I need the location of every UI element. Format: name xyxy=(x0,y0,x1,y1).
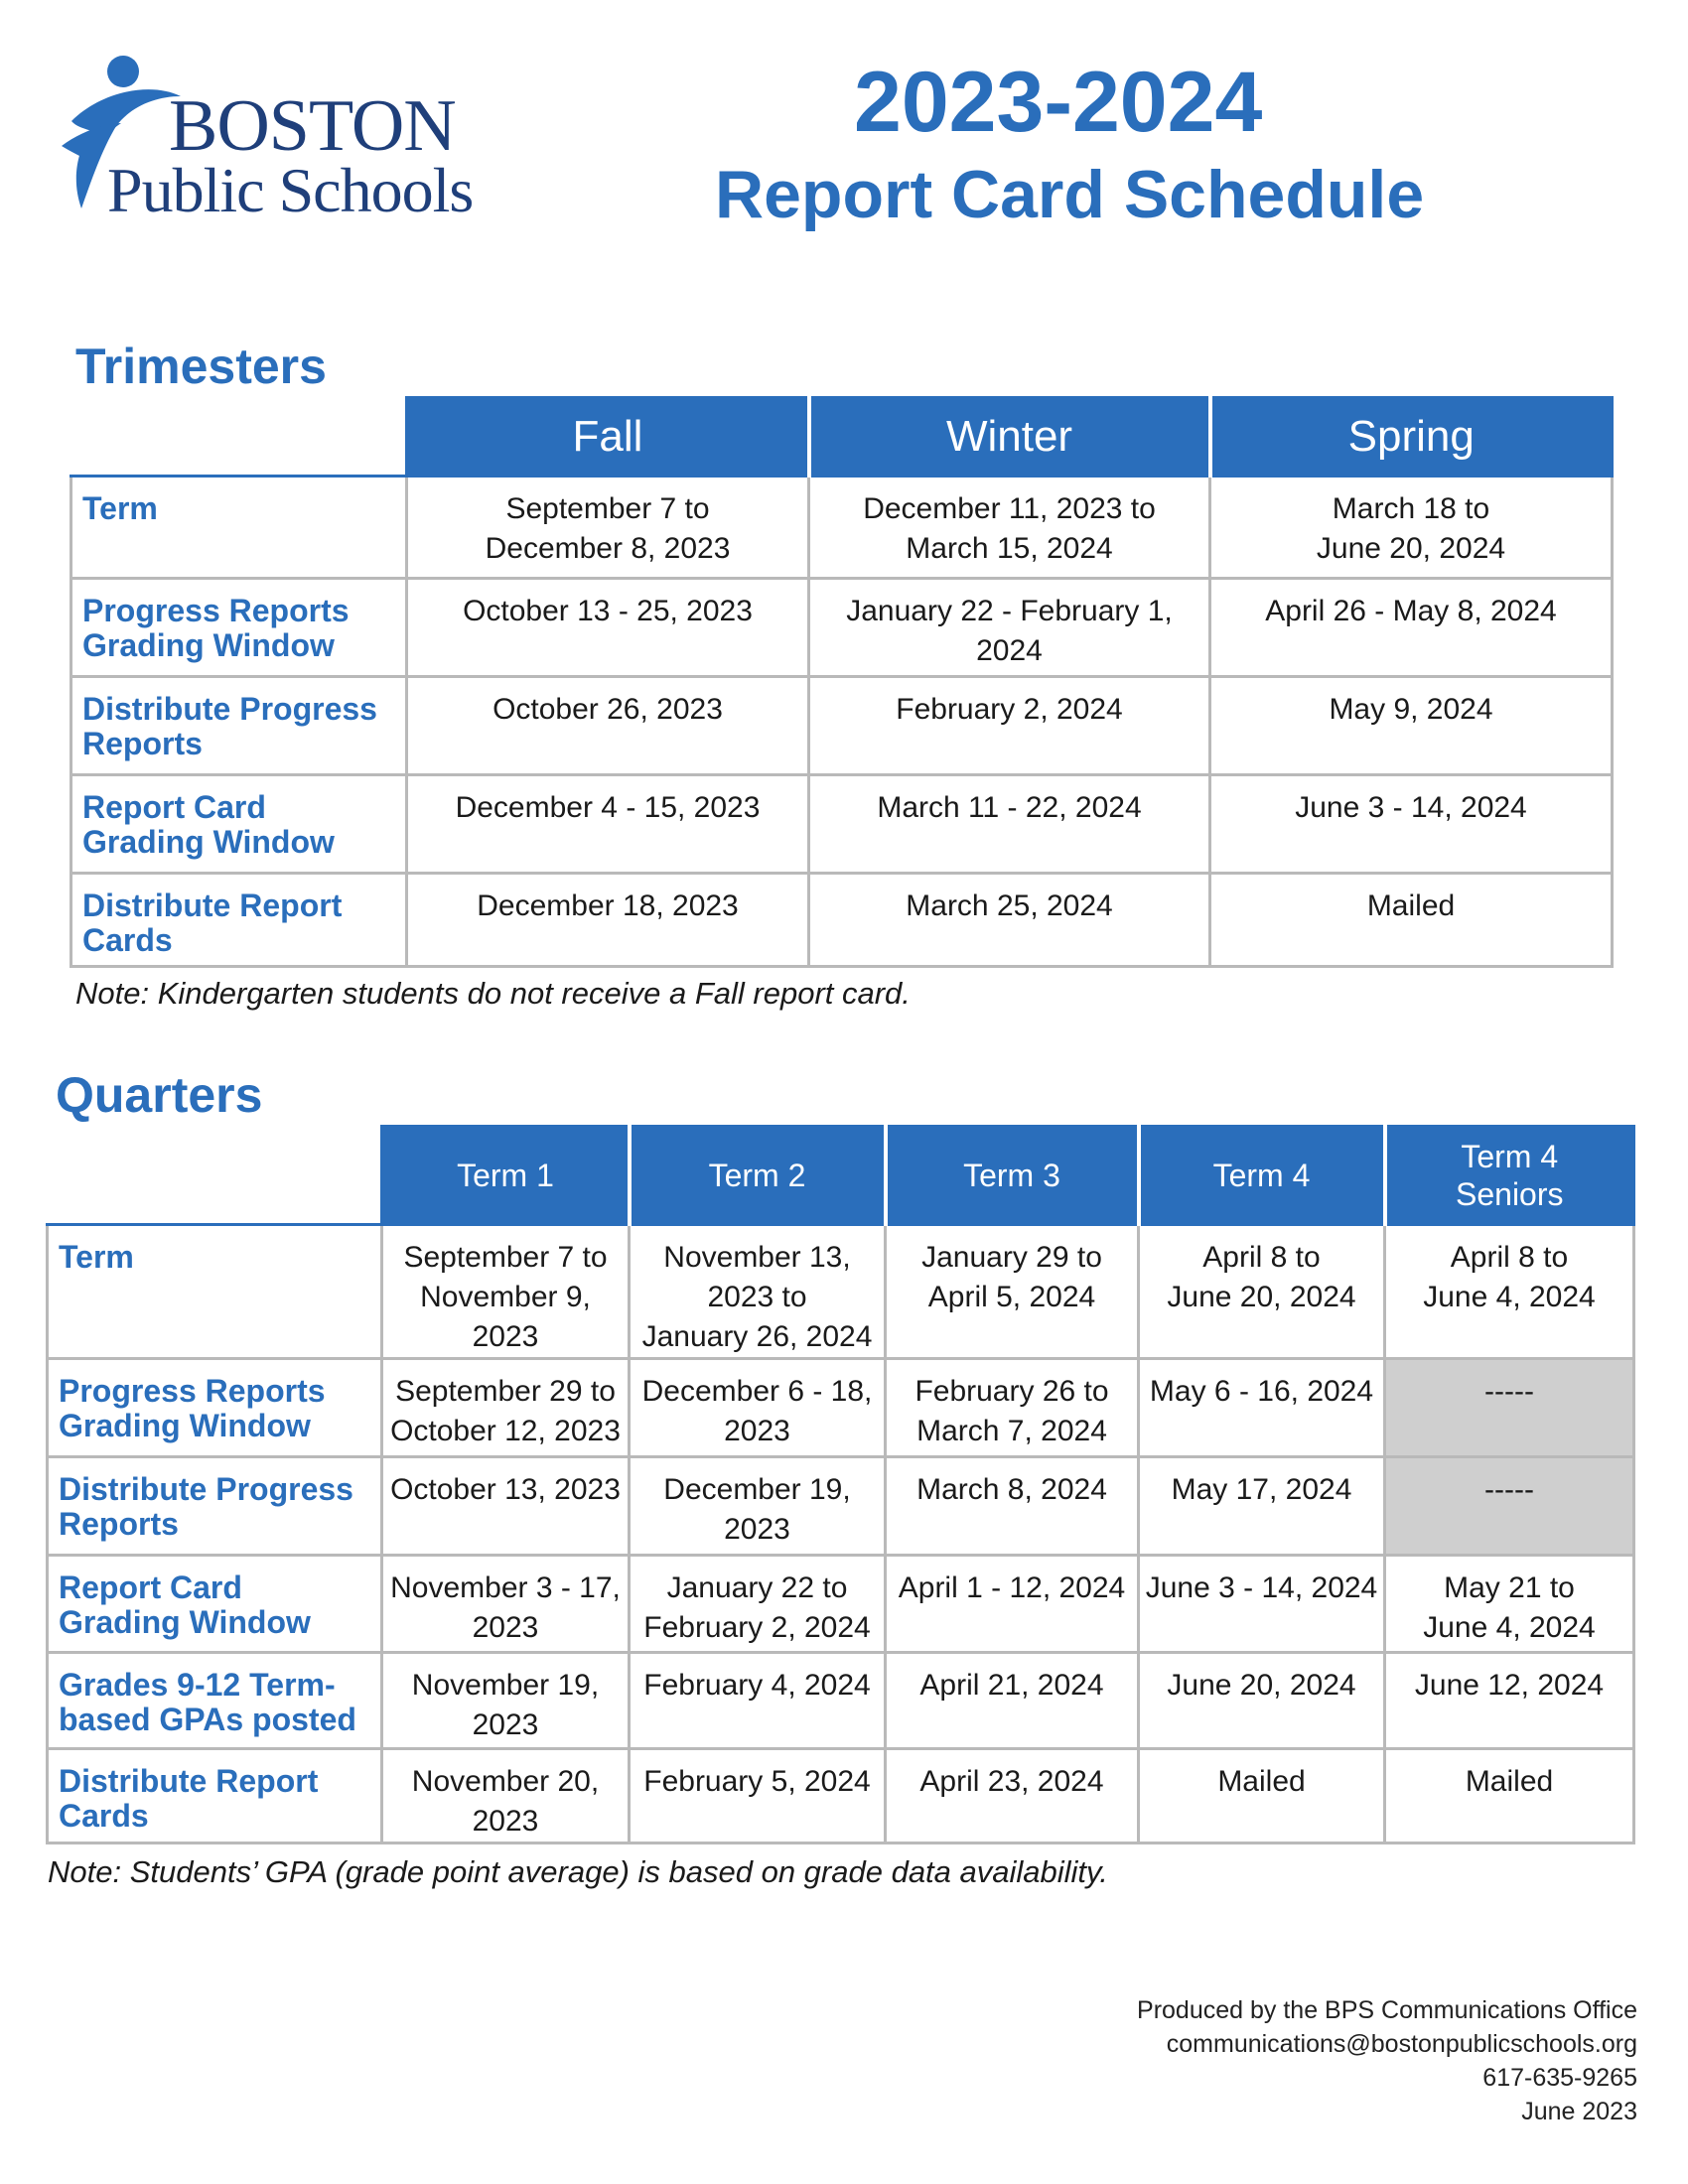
row-label: Distribute Report Cards xyxy=(48,1749,382,1843)
table-cell: October 13, 2023 xyxy=(382,1457,630,1556)
table-cell: April 21, 2024 xyxy=(886,1653,1139,1749)
logo-line-2: Public Schools xyxy=(107,155,474,225)
table-cell: April 23, 2024 xyxy=(886,1749,1139,1843)
table-cell: March 25, 2024 xyxy=(809,874,1210,967)
table-row xyxy=(48,1749,1634,1843)
table-cell: February 2, 2024 xyxy=(809,677,1210,775)
table-row xyxy=(71,775,1613,874)
table-cell: March 8, 2024 xyxy=(886,1457,1139,1556)
header-blank-cell xyxy=(48,1127,382,1225)
trimesters-heading: Trimesters xyxy=(75,339,327,394)
table-cell: September 7 to December 8, 2023 xyxy=(407,477,809,579)
table-cell: June 3 - 14, 2024 xyxy=(1139,1556,1385,1653)
footer-office: Produced by the BPS Communications Office xyxy=(1137,1996,1637,2024)
table-cell: June 3 - 14, 2024 xyxy=(1210,775,1613,874)
quarters-note: Note: Students’ GPA (grade point average) is based on grade data availability. xyxy=(48,1854,1108,1889)
table-row xyxy=(48,1457,1634,1556)
column-header-term-1: Term 1 xyxy=(382,1127,630,1225)
row-label: Term xyxy=(71,477,407,579)
table-cell: May 17, 2024 xyxy=(1139,1457,1385,1556)
table-cell: December 4 - 15, 2023 xyxy=(407,775,809,874)
table-row xyxy=(48,1225,1634,1359)
table-row xyxy=(48,1359,1634,1457)
table-row xyxy=(48,1653,1634,1749)
table-cell: December 18, 2023 xyxy=(407,874,809,967)
table-cell: March 18 to June 20, 2024 xyxy=(1210,477,1613,579)
table-row xyxy=(71,477,1613,579)
table-cell: February 5, 2024 xyxy=(630,1749,886,1843)
table-cell: January 22 to February 2, 2024 xyxy=(630,1556,886,1653)
table-row xyxy=(48,1556,1634,1653)
table-cell: May 21 to June 4, 2024 xyxy=(1385,1556,1634,1653)
table-cell: April 8 to June 4, 2024 xyxy=(1385,1225,1634,1359)
table-cell: November 20, 2023 xyxy=(382,1749,630,1843)
row-label: Distribute Report Cards xyxy=(71,874,407,967)
table-cell: January 29 to April 5, 2024 xyxy=(886,1225,1139,1359)
table-cell: March 11 - 22, 2024 xyxy=(809,775,1210,874)
table-cell: April 26 - May 8, 2024 xyxy=(1210,579,1613,677)
table-cell-empty: ----- xyxy=(1385,1359,1634,1457)
column-header-fall: Fall xyxy=(407,398,809,477)
row-label: Term xyxy=(48,1225,382,1359)
trimesters-note: Note: Kindergarten students do not receive a Fall report card. xyxy=(75,976,911,1011)
table-cell: February 4, 2024 xyxy=(630,1653,886,1749)
table-cell: September 29 to October 12, 2023 xyxy=(382,1359,630,1457)
table-cell: October 26, 2023 xyxy=(407,677,809,775)
table-cell: Mailed xyxy=(1139,1749,1385,1843)
table-cell: June 12, 2024 xyxy=(1385,1653,1634,1749)
table-cell: May 9, 2024 xyxy=(1210,677,1613,775)
row-label: Progress Reports Grading Window xyxy=(71,579,407,677)
table-cell: December 19, 2023 xyxy=(630,1457,886,1556)
row-label: Distribute Progress Reports xyxy=(48,1457,382,1556)
table-header-row xyxy=(48,1127,1634,1225)
footer-email[interactable]: communications@bostonpublicschools.org xyxy=(1166,2030,1637,2058)
table-row xyxy=(71,579,1613,677)
column-header-term-3: Term 3 xyxy=(886,1127,1139,1225)
table-header-row xyxy=(71,398,1613,477)
bps-logo xyxy=(62,52,479,225)
table-cell: June 20, 2024 xyxy=(1139,1653,1385,1749)
table-cell: Mailed xyxy=(1385,1749,1634,1843)
column-header-term-4-seniors: Term 4 Seniors xyxy=(1385,1127,1634,1225)
table-row xyxy=(71,677,1613,775)
row-label: Report Card Grading Window xyxy=(71,775,407,874)
table-cell: October 13 - 25, 2023 xyxy=(407,579,809,677)
footer-contact xyxy=(1137,1993,1637,2128)
quarters-table xyxy=(46,1125,1635,1844)
table-cell: September 7 to November 9, 2023 xyxy=(382,1225,630,1359)
page-title: Report Card Schedule xyxy=(715,157,1425,232)
table-cell: April 8 to June 20, 2024 xyxy=(1139,1225,1385,1359)
table-cell: January 22 - February 1, 2024 xyxy=(809,579,1210,677)
header-blank-cell xyxy=(71,398,407,477)
table-cell: November 3 - 17, 2023 xyxy=(382,1556,630,1653)
table-cell: May 6 - 16, 2024 xyxy=(1139,1359,1385,1457)
table-cell-empty: ----- xyxy=(1385,1457,1634,1556)
table-cell: November 13, 2023 to January 26, 2024 xyxy=(630,1225,886,1359)
logo-line-1: BOSTON xyxy=(169,85,456,167)
table-row xyxy=(71,874,1613,967)
table-cell: April 1 - 12, 2024 xyxy=(886,1556,1139,1653)
row-label: Distribute Progress Reports xyxy=(71,677,407,775)
row-label: Progress Reports Grading Window xyxy=(48,1359,382,1457)
table-cell: February 26 to March 7, 2024 xyxy=(886,1359,1139,1457)
table-cell: December 6 - 18, 2023 xyxy=(630,1359,886,1457)
trimesters-table xyxy=(70,396,1614,968)
table-cell: November 19, 2023 xyxy=(382,1653,630,1749)
footer-date: June 2023 xyxy=(1521,2098,1637,2125)
column-header-term-2: Term 2 xyxy=(630,1127,886,1225)
title-year: 2023-2024 xyxy=(854,55,1263,150)
table-cell: December 11, 2023 to March 15, 2024 xyxy=(809,477,1210,579)
column-header-winter: Winter xyxy=(809,398,1210,477)
quarters-heading: Quarters xyxy=(56,1067,263,1123)
column-header-term-4: Term 4 xyxy=(1139,1127,1385,1225)
footer-phone: 617-635-9265 xyxy=(1482,2064,1637,2092)
row-label: Grades 9-12 Term- based GPAs posted xyxy=(48,1653,382,1749)
row-label: Report Card Grading Window xyxy=(48,1556,382,1653)
column-header-spring: Spring xyxy=(1210,398,1613,477)
table-cell: Mailed xyxy=(1210,874,1613,967)
